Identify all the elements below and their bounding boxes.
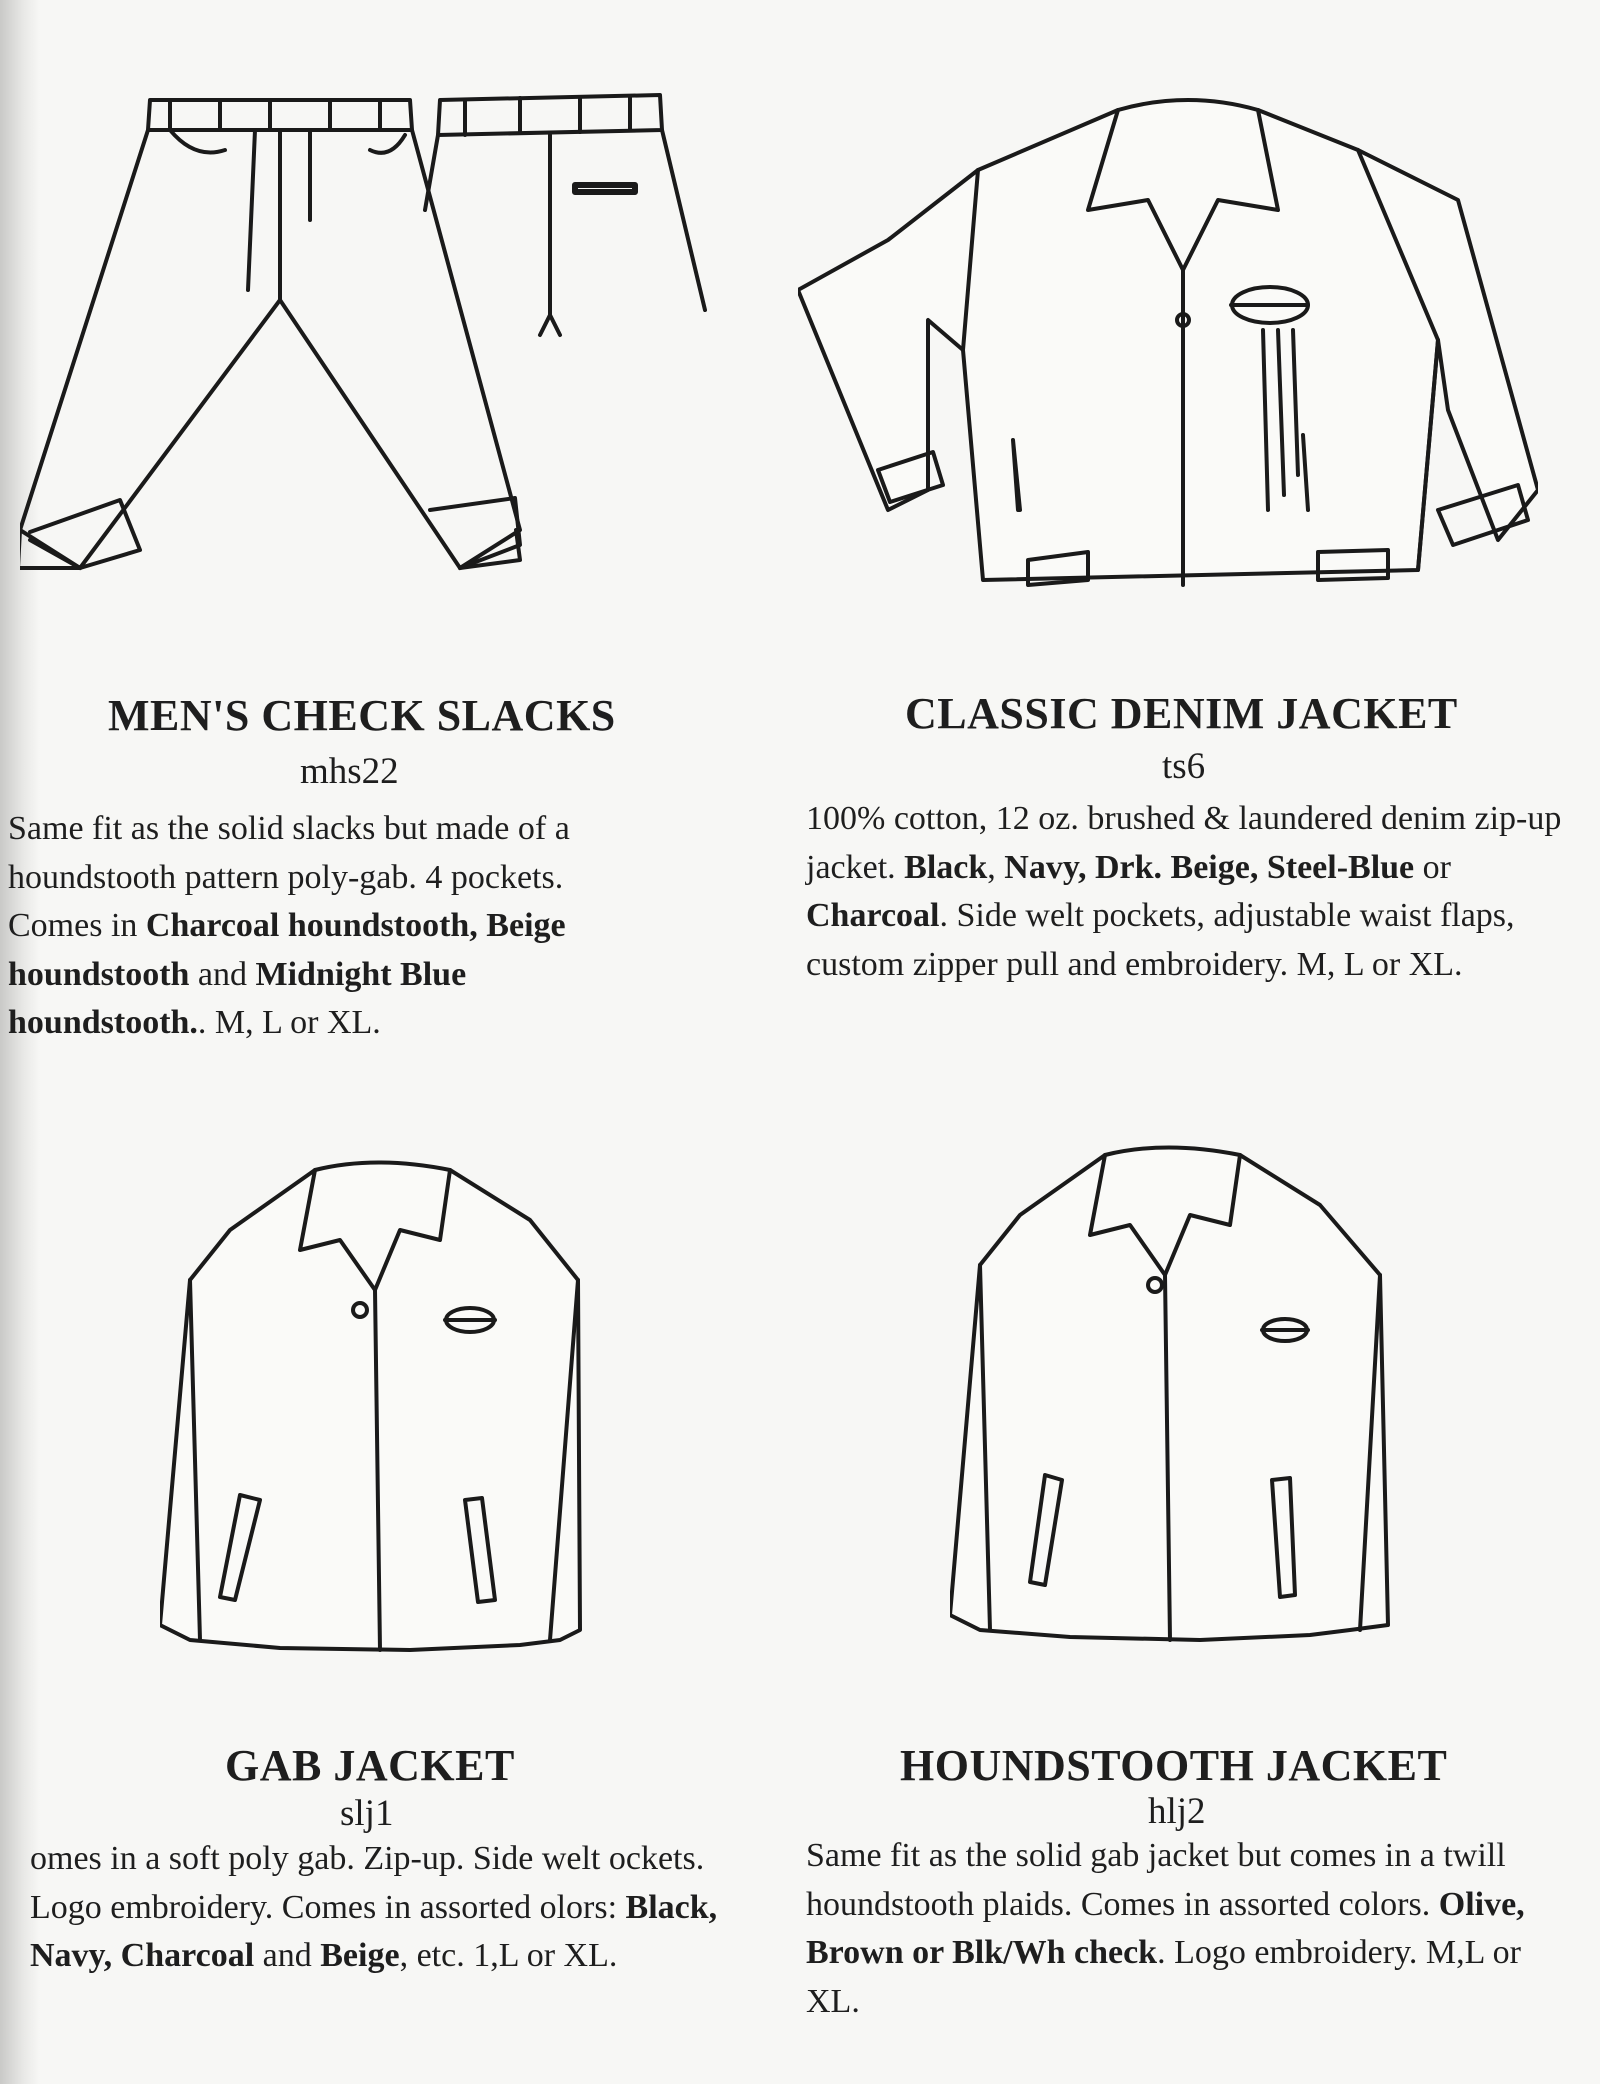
desc-text: Same fit as the solid slacks but made of a houndstooth pattern poly-gab. 4 pockets. Comes in bbox=[8, 810, 570, 944]
product-code: slj1 bbox=[340, 1793, 394, 1834]
desc-text: and bbox=[254, 1937, 321, 1974]
desc-bold: Charcoal bbox=[806, 897, 940, 934]
product-code: mhs22 bbox=[300, 751, 399, 792]
desc-bold: Black bbox=[904, 848, 988, 886]
desc-text: omes in a soft poly gab. Zip-up. Side welt ockets. Logo embroidery. Comes in assorted olors: bbox=[30, 1840, 705, 1926]
product-description bbox=[30, 1835, 760, 1981]
desc-bold: Navy, Drk. Beige, Steel-Blue bbox=[1004, 848, 1415, 886]
desc-bold: Olive, Brown or Blk/Wh check bbox=[806, 1885, 1525, 1971]
product-description bbox=[8, 805, 663, 1048]
product-title: HOUNDSTOOTH JACKET bbox=[900, 1741, 1448, 1790]
product-description bbox=[806, 795, 1586, 989]
desc-text: . Side welt pockets, adjustable waist flaps, custom zipper pull and embroidery. M, L or XL. bbox=[806, 897, 1515, 983]
product-code: hlj2 bbox=[1148, 1791, 1206, 1832]
desc-bold: Beige bbox=[320, 1937, 400, 1974]
desc-bold: Charcoal houndstooth, Beige houndstooth bbox=[8, 907, 566, 993]
desc-text: and bbox=[189, 955, 256, 993]
desc-text: . M, L or XL. bbox=[197, 1004, 381, 1041]
houndstooth-jacket-illustration bbox=[950, 1145, 1390, 1645]
desc-text: , etc. 1,L or XL. bbox=[399, 1937, 618, 1974]
desc-text: 100% cotton, 12 oz. brushed & laundered denim zip-up jacket. bbox=[806, 800, 1562, 886]
product-code: ts6 bbox=[1162, 746, 1206, 787]
desc-text: . Logo embroidery. M,L or XL. bbox=[806, 1934, 1521, 2020]
desc-text: , bbox=[987, 848, 1005, 886]
denim-jacket-illustration bbox=[798, 90, 1538, 610]
product-title: MEN'S CHECK SLACKS bbox=[108, 691, 616, 740]
product-title: GAB JACKET bbox=[225, 1741, 515, 1790]
gab-jacket-illustration bbox=[160, 1160, 590, 1660]
slacks-illustration bbox=[20, 90, 730, 610]
desc-bold: Midnight Blue houndstooth. bbox=[8, 955, 467, 1041]
desc-bold: Black, Navy, Charcoal bbox=[30, 1888, 718, 1974]
desc-text: Same fit as the solid gab jacket but comes in a twill houndstooth plaids. Comes in assorted colors. bbox=[806, 1837, 1506, 1923]
desc-text: or bbox=[1414, 848, 1451, 886]
product-description bbox=[806, 1832, 1566, 2026]
product-title: CLASSIC DENIM JACKET bbox=[905, 689, 1458, 738]
